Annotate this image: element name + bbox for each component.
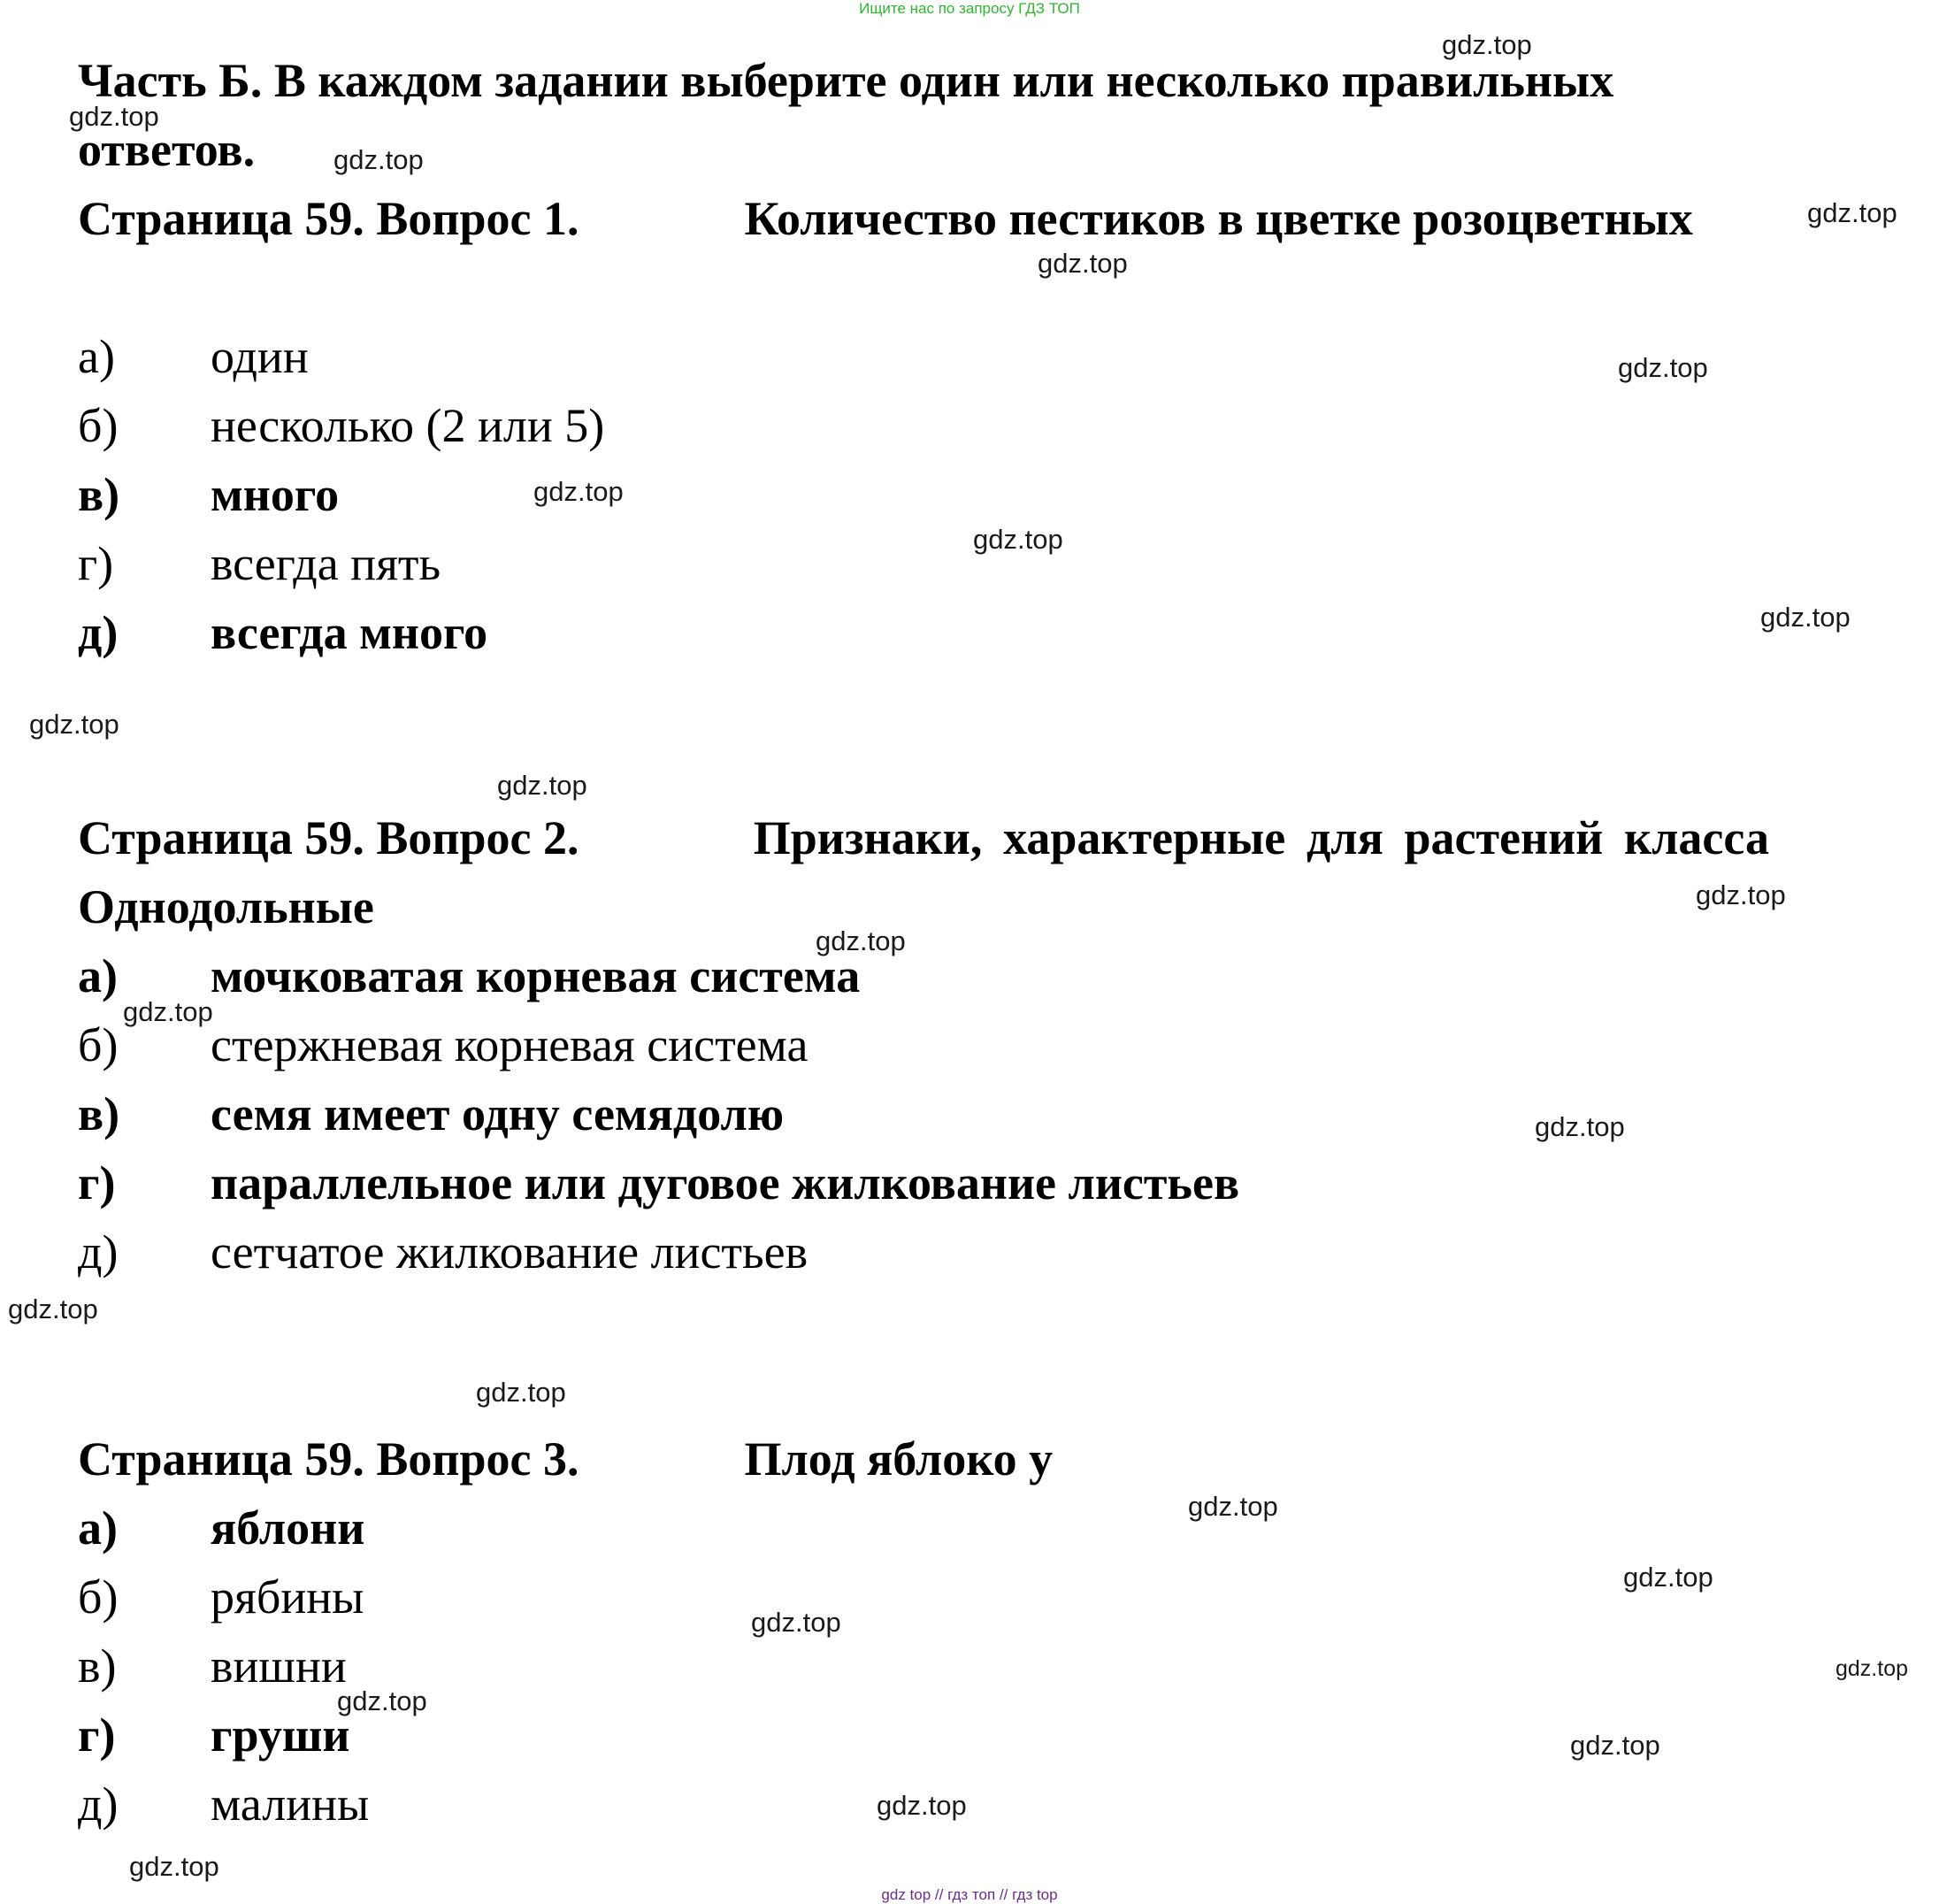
watermark: gdz.top (1038, 248, 1128, 279)
question-2-option-d: д) сетчатое жилкование листьев (78, 1225, 809, 1278)
footer: gdz top // гдз топ // гдз top (881, 1886, 1058, 1903)
watermark: gdz.top (333, 144, 424, 175)
question-3-option-d: д) малины (78, 1777, 370, 1831)
question-2-text: Признаки, характерные для растений класса Однодольные (78, 811, 1769, 933)
watermark: gdz.top (1696, 879, 1786, 910)
watermark: gdz.top (1442, 29, 1532, 60)
watermark: gdz.top (1570, 1730, 1660, 1761)
watermark: gdz.top (877, 1790, 967, 1821)
watermark: gdz.top (1760, 602, 1851, 633)
watermark: gdz.top (29, 709, 119, 740)
question-1-text: Количество пестиков в цветке розоцветных (744, 192, 1693, 245)
question-3-text: Плод яблоко у (744, 1432, 1054, 1486)
question-3-option-v: в) вишни (78, 1639, 347, 1693)
question-1-option-a: а) один (78, 330, 309, 383)
watermark: gdz.top (1618, 352, 1708, 383)
question-3-title (78, 1424, 1769, 1493)
part-heading: Часть Б. В каждом задании выберите один или несколько правильных ответов. (78, 54, 1614, 176)
question-1-option-d: д) всегда много (78, 606, 488, 659)
watermark: gdz.top (8, 1294, 98, 1324)
question-2-title (78, 803, 1769, 941)
question-2-option-a: а) мочковатая корневая система (78, 949, 861, 1002)
question-2-option-v: в) семя имеет одну семядолю (78, 1087, 785, 1140)
question-1-option-v: в) много (78, 468, 340, 521)
question-3-option-a: а) яблони (78, 1501, 365, 1555)
question-3-number: Страница 59. Вопрос 3. (78, 1432, 579, 1486)
question-1-title (78, 184, 1769, 253)
question-3-option-b: б) рябины (78, 1570, 364, 1624)
watermark: gdz.top (973, 524, 1063, 555)
watermark: gdz.top (129, 1851, 219, 1882)
watermark: gdz.top (1836, 1656, 1909, 1681)
watermark: gdz.top (533, 476, 624, 507)
question-1-number: Страница 59. Вопрос 1. (78, 192, 579, 245)
watermark: gdz.top (337, 1685, 427, 1716)
watermark: gdz.top (497, 770, 587, 801)
question-1-option-b: б) несколько (2 или 5) (78, 399, 605, 452)
question-2-option-g: г) параллельное или дуговое жилкование листьев (78, 1156, 1240, 1209)
watermark: gdz.top (476, 1377, 566, 1408)
watermark: gdz.top (1623, 1562, 1713, 1593)
question-2-option-b: б) стержневая корневая система (78, 1018, 809, 1071)
watermark: gdz.top (1807, 197, 1897, 228)
question-2-number: Страница 59. Вопрос 2. (78, 811, 579, 864)
top-banner: Ищите нас по запросу ГДЗ ТОП (859, 0, 1080, 17)
watermark: gdz.top (816, 925, 906, 956)
watermark: gdz.top (1535, 1111, 1625, 1142)
question-1-option-g: г) всегда пять (78, 537, 441, 590)
watermark: gdz.top (69, 101, 159, 132)
watermark: gdz.top (1188, 1491, 1278, 1522)
watermark: gdz.top (123, 996, 213, 1027)
watermark: gdz.top (751, 1607, 841, 1638)
question-3-option-g: г) груши (78, 1708, 350, 1762)
